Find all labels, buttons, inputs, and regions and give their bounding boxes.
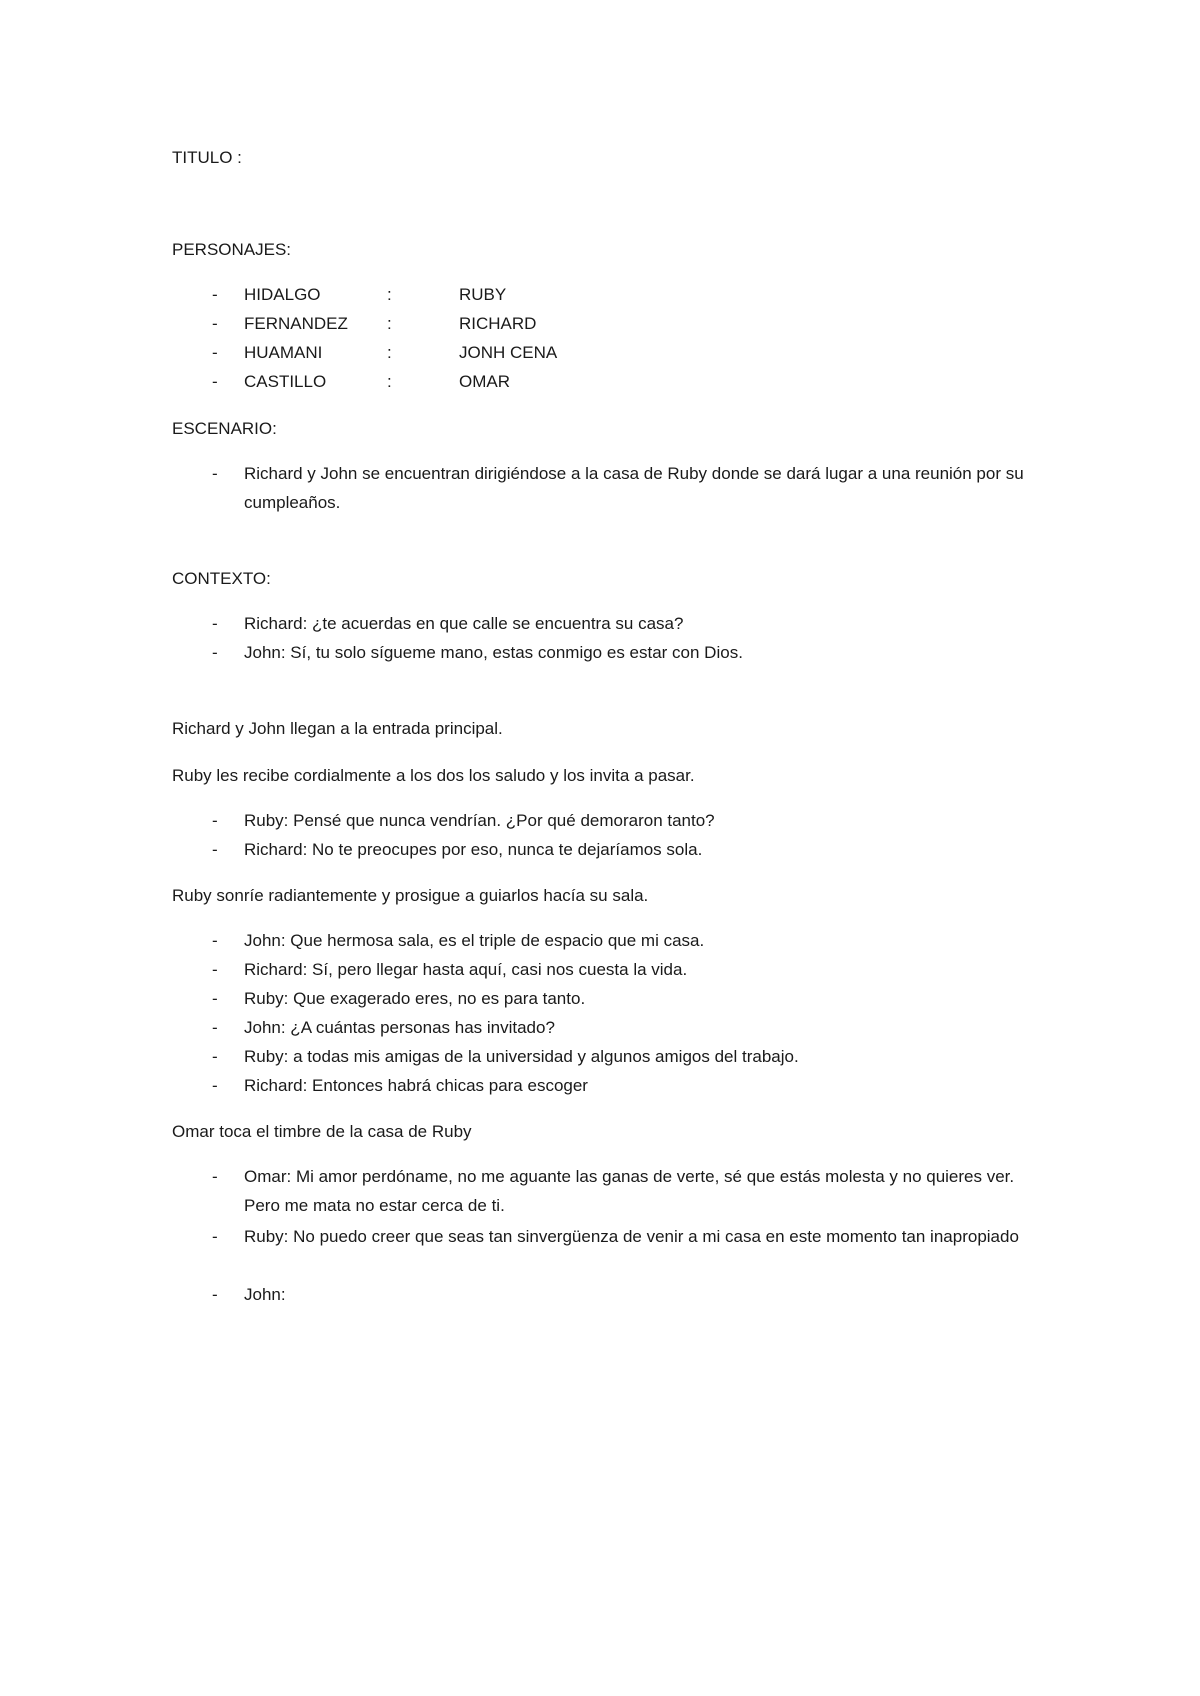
- cast-separator: :: [387, 314, 392, 333]
- list-dash: -: [212, 1076, 218, 1095]
- list-dash: -: [212, 960, 218, 979]
- dialogue-line: John: Sí, tu solo sígueme mano, estas conmigo es estar con Dios.: [244, 643, 743, 662]
- list-dash: -: [212, 840, 218, 859]
- list-dash: -: [212, 811, 218, 830]
- dialogue-line: Richard: No te preocupes por eso, nunca te dejaríamos sola.: [244, 840, 703, 859]
- escenario-heading: ESCENARIO:: [172, 419, 277, 438]
- personajes-heading: PERSONAJES:: [172, 240, 292, 259]
- list-dash: -: [212, 643, 218, 662]
- cast-actor: HUAMANI: [244, 343, 323, 362]
- dialogue-line: Richard: Entonces habrá chicas para escoger: [244, 1076, 588, 1095]
- list-dash: -: [212, 464, 218, 483]
- titulo-heading: TITULO :: [172, 148, 242, 167]
- cast-actor: HIDALGO: [244, 285, 321, 304]
- list-dash: -: [212, 1167, 218, 1186]
- list-dash: -: [212, 1047, 218, 1066]
- narration: Richard y John llegan a la entrada principal.: [172, 719, 503, 738]
- cast-role: RUBY: [459, 285, 507, 304]
- list-dash: -: [212, 372, 218, 391]
- cast-role: JONH CENA: [459, 343, 558, 362]
- cast-separator: :: [387, 343, 392, 362]
- narration: Omar toca el timbre de la casa de Ruby: [172, 1122, 472, 1141]
- list-dash: -: [212, 1018, 218, 1037]
- list-dash: -: [212, 314, 218, 333]
- dialogue-line: John: Que hermosa sala, es el triple de espacio que mi casa.: [244, 931, 705, 950]
- dialogue-line: John: ¿A cuántas personas has invitado?: [244, 1018, 555, 1037]
- contexto-heading: CONTEXTO:: [172, 569, 271, 588]
- dialogue-line: Ruby: No puedo creer que seas tan sinvergüenza de venir a mi casa en este momento tan inapropiado: [244, 1227, 1019, 1246]
- dialogue-line: Richard: Sí, pero llegar hasta aquí, casi nos cuesta la vida.: [244, 960, 688, 979]
- cast-actor: FERNANDEZ: [244, 314, 348, 333]
- list-dash: -: [212, 931, 218, 950]
- dialogue-line: Ruby: Que exagerado eres, no es para tanto.: [244, 989, 586, 1008]
- cast-separator: :: [387, 285, 392, 304]
- dialogue-line: Omar: Mi amor perdóname, no me aguante las ganas de verte, sé que estás molesta y no quieres ver. Pero me mata no estar cerca de ti.: [244, 1167, 1015, 1215]
- list-dash: -: [212, 343, 218, 362]
- cast-role: OMAR: [459, 372, 510, 391]
- list-dash: -: [212, 1285, 218, 1304]
- list-dash: -: [212, 614, 218, 633]
- cast-actor: CASTILLO: [244, 372, 327, 391]
- escenario-text: Richard y John se encuentran dirigiéndose a la casa de Ruby donde se dará lugar a una reunión por su cumpleaños.: [244, 464, 1024, 512]
- list-dash: -: [212, 989, 218, 1008]
- narration: Ruby sonríe radiantemente y prosigue a guiarlos hacía su sala.: [172, 886, 649, 905]
- narration: Ruby les recibe cordialmente a los dos los saludo y los invita a pasar.: [172, 766, 695, 785]
- dialogue-line: John:: [244, 1285, 286, 1304]
- list-dash: -: [212, 285, 218, 304]
- list-dash: -: [212, 1227, 218, 1246]
- cast-separator: :: [387, 372, 392, 391]
- cast-role: RICHARD: [459, 314, 537, 333]
- dialogue-line: Richard: ¿te acuerdas en que calle se encuentra su casa?: [244, 614, 684, 633]
- dialogue-line: Ruby: Pensé que nunca vendrían. ¿Por qué demoraron tanto?: [244, 811, 715, 830]
- dialogue-line: Ruby: a todas mis amigas de la universidad y algunos amigos del trabajo.: [244, 1047, 799, 1066]
